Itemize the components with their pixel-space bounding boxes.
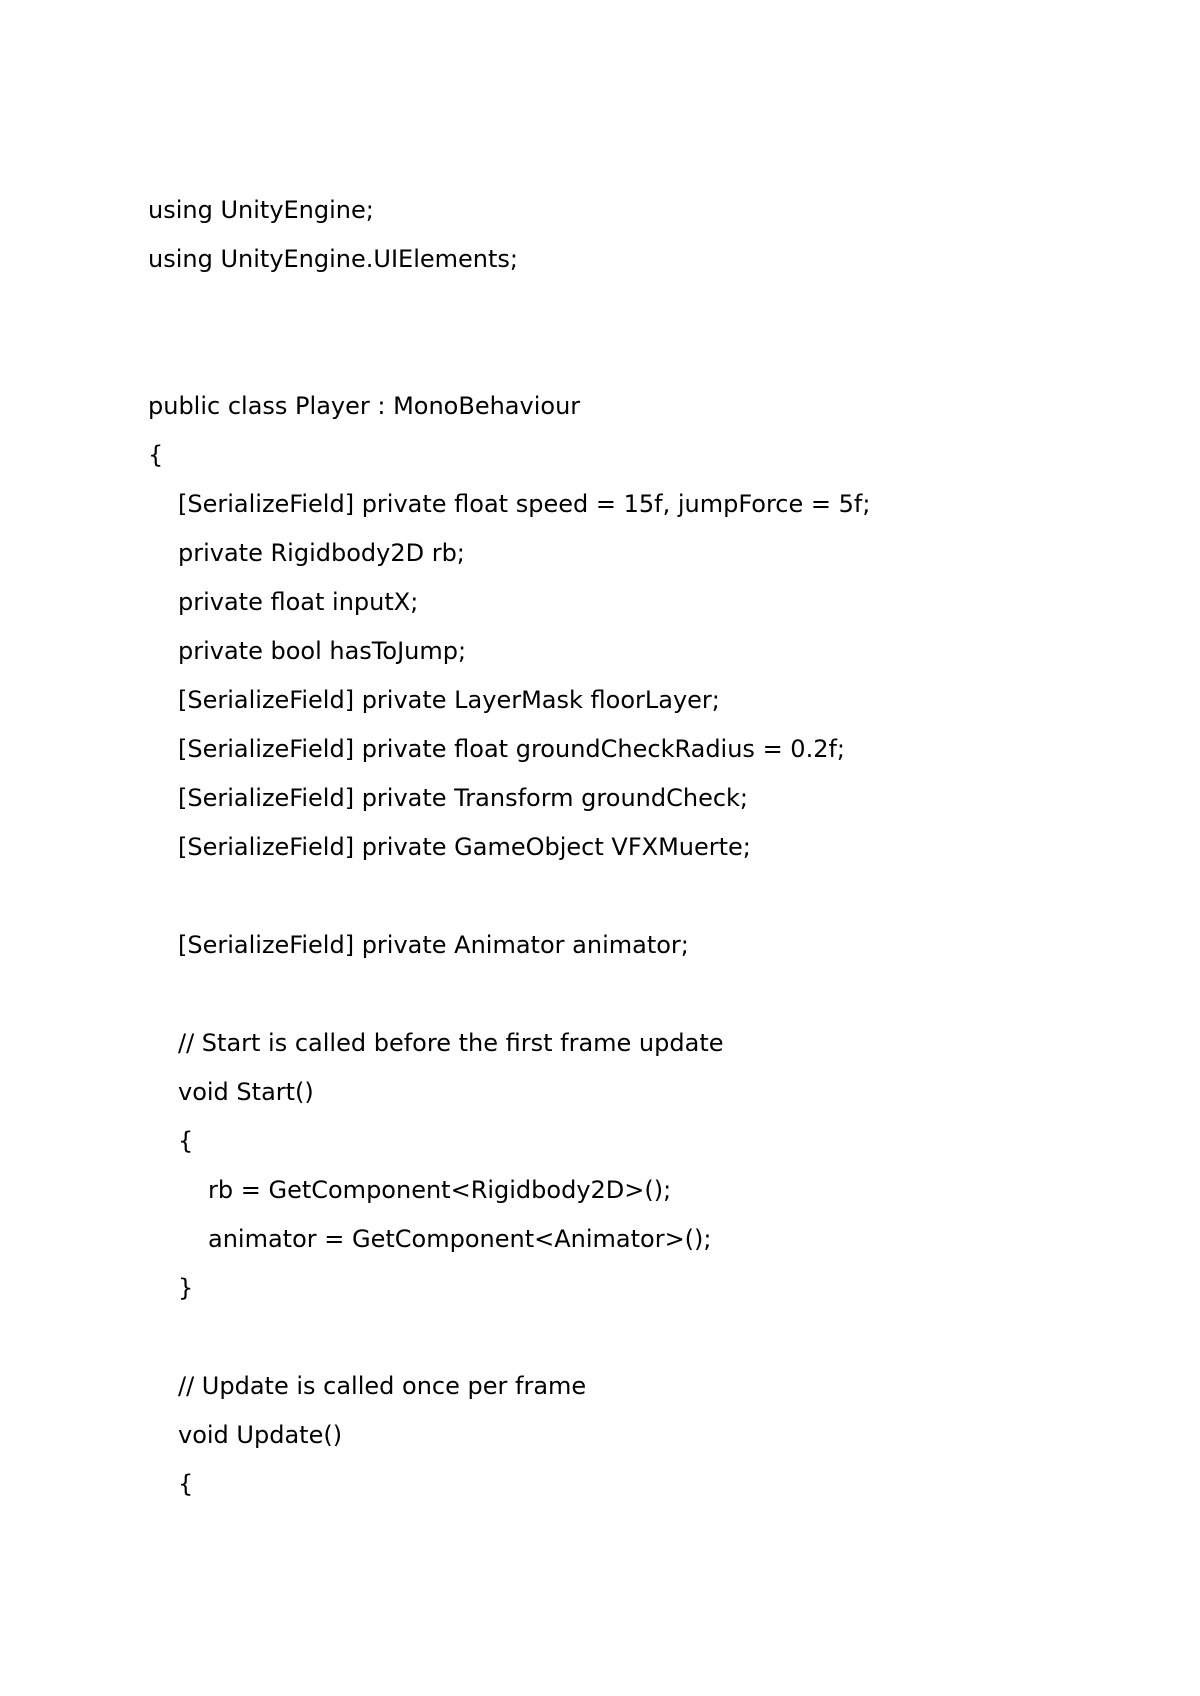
code-line: [SerializeField] private Animator animator; (178, 931, 689, 959)
code-line: [SerializeField] private float speed = 15f, jumpForce = 5f; (178, 490, 871, 518)
blank-line (148, 284, 870, 333)
code-line: } (178, 1274, 194, 1302)
code-line: animator = GetComponent<Animator>(); (208, 1225, 712, 1253)
blank-line (148, 970, 870, 1019)
blank-line (148, 872, 870, 921)
code-line: [SerializeField] private Transform groundCheck; (178, 784, 749, 812)
code-line: [SerializeField] private GameObject VFXMuerte; (178, 833, 751, 861)
code-line: // Update is called once per frame (178, 1372, 587, 1400)
code-line: void Start() (178, 1078, 314, 1106)
code-line: using UnityEngine; (148, 196, 374, 224)
code-line: // Start is called before the first frame update (178, 1029, 724, 1057)
code-line: private Rigidbody2D rb; (178, 539, 465, 567)
code-line: rb = GetComponent<Rigidbody2D>(); (208, 1176, 672, 1204)
code-line: { (178, 1127, 194, 1155)
code-line: [SerializeField] private float groundCheckRadius = 0.2f; (178, 735, 846, 763)
blank-line (148, 1313, 870, 1362)
code-line: { (148, 441, 164, 469)
code-line: private float inputX; (178, 588, 419, 616)
code-line: private bool hasToJump; (178, 637, 467, 665)
code-line: { (178, 1470, 194, 1498)
code-line: void Update() (178, 1421, 343, 1449)
code-block (148, 186, 870, 1509)
code-line: [SerializeField] private LayerMask floorLayer; (178, 686, 720, 714)
code-line: using UnityEngine.UIElements; (148, 245, 518, 273)
code-line: public class Player : MonoBehaviour (148, 392, 581, 420)
blank-line (148, 333, 870, 382)
